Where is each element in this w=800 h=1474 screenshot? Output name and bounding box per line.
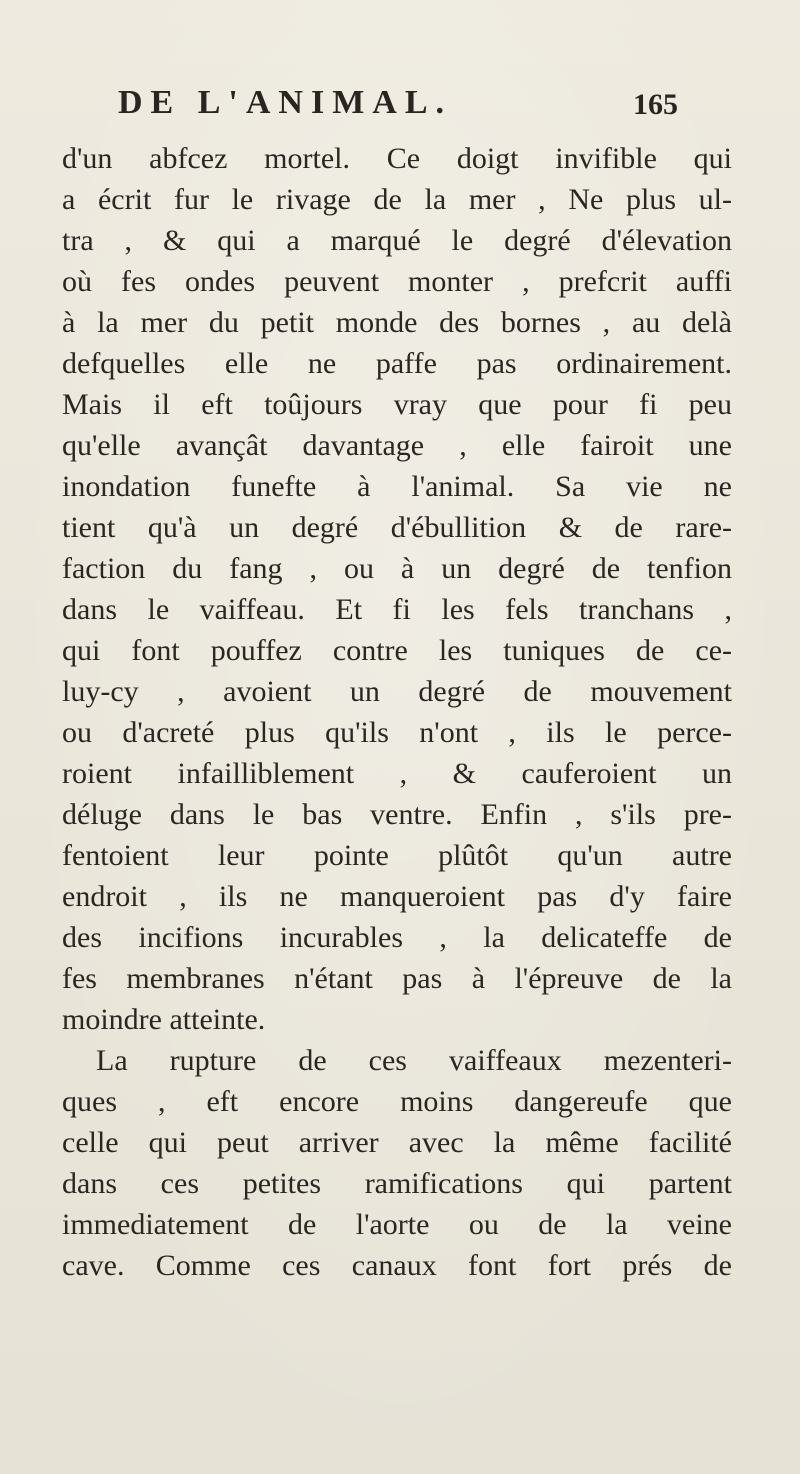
body-text <box>62 138 732 1286</box>
text-line: déluge dans le bas ventre. Enfin , s'ils pre- <box>62 798 732 831</box>
text-line: moindre atteinte. <box>62 1003 266 1036</box>
text-line: immediatement de l'aorte ou de la veine <box>62 1208 732 1241</box>
text-line: à la mer du petit monde des bornes , au delà <box>62 306 732 339</box>
running-head: DE L'ANIMAL. <box>118 84 453 121</box>
text-line: endroit , ils ne manqueroient pas d'y faire <box>62 880 732 913</box>
text-line: qu'elle avançât davantage , elle fairoit une <box>62 429 732 462</box>
text-line: ques , eft encore moins dangereufe que <box>62 1085 732 1118</box>
text-line: faction du fang , ou à un degré de tenfion <box>62 552 732 585</box>
text-line: d'un abfcez mortel. Ce doigt invifible qui <box>62 142 732 175</box>
text-line: defquelles elle ne paffe pas ordinairement. <box>62 347 732 380</box>
page-number: 165 <box>633 88 678 121</box>
text-line: cave. Comme ces canaux font fort prés de <box>62 1249 732 1282</box>
text-line: dans le vaiffeau. Et fi les fels tranchans , <box>62 593 732 626</box>
text-line: qui font pouffez contre les tuniques de ce- <box>62 634 732 667</box>
text-line: dans ces petites ramifications qui partent <box>62 1167 732 1200</box>
text-line: celle qui peut arriver avec la même facilité <box>62 1126 732 1159</box>
text-line: tient qu'à un degré d'ébullition & de rare- <box>62 511 732 544</box>
text-line: Mais il eft toûjours vray que pour fi peu <box>62 388 732 421</box>
text-line: tra , & qui a marqué le degré d'élevation <box>62 224 732 257</box>
text-line: roient infailliblement , & cauferoient un <box>62 757 732 790</box>
text-line: luy-cy , avoient un degré de mouvement <box>62 675 732 708</box>
text-line: ou d'acreté plus qu'ils n'ont , ils le perce- <box>62 716 732 749</box>
text-line: La rupture de ces vaiffeaux mezenteri- <box>96 1044 732 1077</box>
text-line: inondation funefte à l'animal. Sa vie ne <box>62 470 732 503</box>
text-line: fes membranes n'étant pas à l'épreuve de la <box>62 962 732 995</box>
text-line: a écrit fur le rivage de la mer , Ne plus ul- <box>62 183 732 216</box>
text-line: fentoient leur pointe plûtôt qu'un autre <box>62 839 732 872</box>
page-header <box>118 84 678 134</box>
text-line: des incifions incurables , la delicateffe de <box>62 921 732 954</box>
text-line: où fes ondes peuvent monter , prefcrit auffi <box>62 265 732 298</box>
